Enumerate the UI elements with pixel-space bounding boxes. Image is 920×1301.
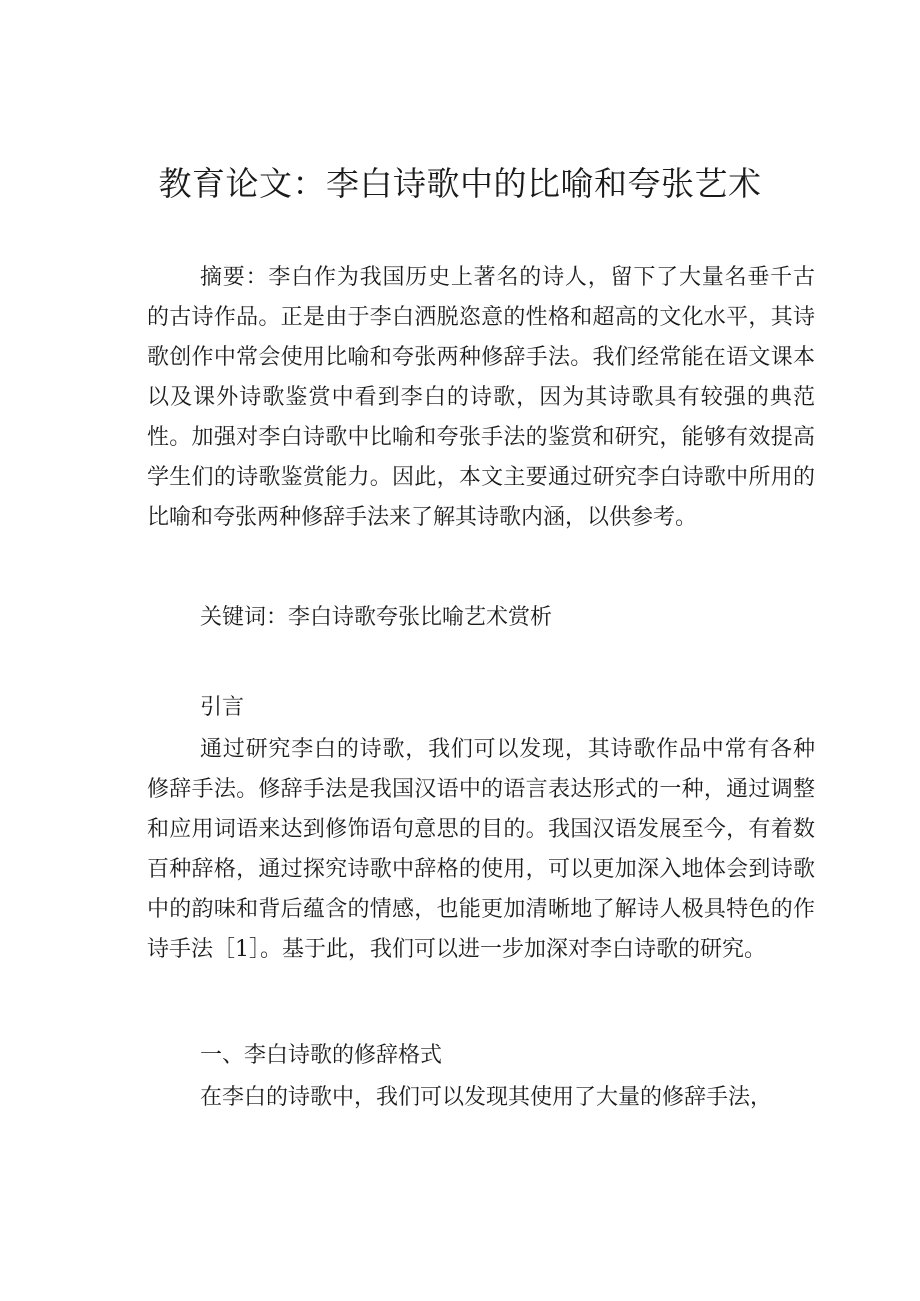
abstract-paragraph: 摘要：李白作为我国历史上著名的诗人，留下了大量名垂千古的古诗作品。正是由于李白洒脱恣意的性格和超高的文化水平，其诗歌创作中常会使用比喻和夸张两种修辞手法。我们经常能在语文课本以及课外诗歌鉴赏中看到李白的诗歌，因为其诗歌具有较强的典范性。加强对李白诗歌中比喻和夸张手法的鉴赏和研究，能够有效提高学生们的诗歌鉴赏能力。因此，本文主要通过研究李白诗歌中所用的比喻和夸张两种修辞手法来了解其诗歌内涵，以供参考。 [147,265,815,530]
document-title: 教育论文：李白诗歌中的比喻和夸张艺术 [158,164,762,203]
section1-paragraph: 在李白的诗歌中，我们可以发现其使用了大量的修辞手法， [200,1085,773,1110]
section1-heading: 一、李白诗歌的修辞格式 [200,1043,443,1068]
intro-paragraph: 通过研究李白的诗歌，我们可以发现，其诗歌作品中常有各种修辞手法。修辞手法是我国汉语中的语言表达形式的一种，通过调整和应用词语来达到修饰语句意思的目的。我国汉语发展至今，有着数百种辞格，通过探究诗歌中辞格的使用，可以更加深入地体会到诗歌中的韵味和背后蕴含的情感，也能更加清晰地了解诗人极具特色的作诗手法［1］。基于此，我们可以进一步加深对李白诗歌的研究。 [147,737,815,962]
keywords-line: 关键词：李白诗歌夸张比喻艺术赏析 [200,605,553,630]
intro-heading: 引言 [200,695,245,720]
